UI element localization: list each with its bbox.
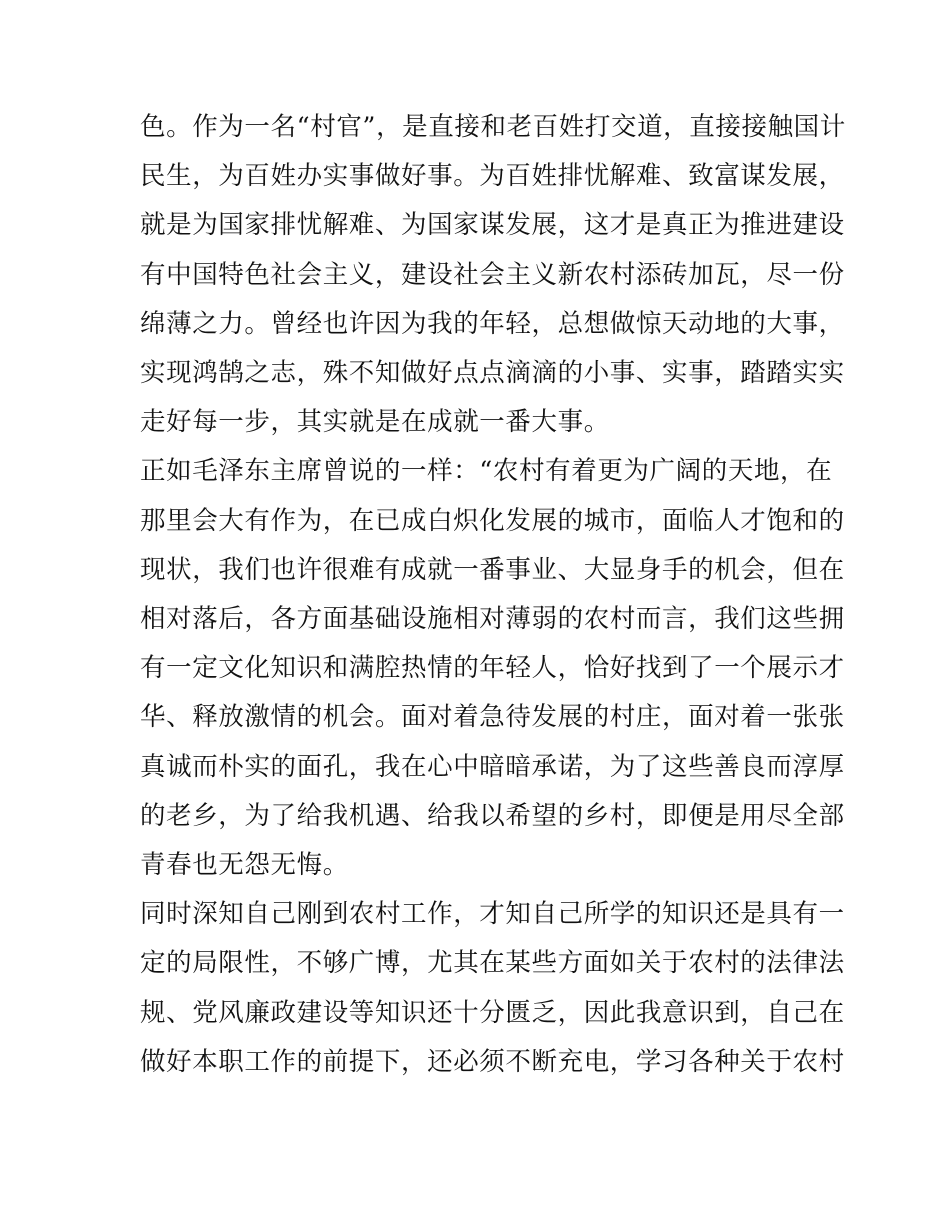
text-line: 正如毛泽东主席曾说的一样：“农村有着更为广阔的天地，在: [140, 456, 833, 487]
text-line: 实现鸿鹄之志，殊不知做好点点滴滴的小事、实事，踏踏实实: [140, 358, 845, 389]
paragraph-2: [140, 447, 845, 890]
text-line: 定的局限性，不够广博，尤其在某些方面如关于农村的法律法: [140, 948, 845, 979]
text-line: 同时深知自己刚到农村工作，才知自己所学的知识还是具有一: [140, 899, 845, 930]
text-line: 现状，我们也许很难有成就一番事业、大显身手的机会，但在: [140, 554, 845, 585]
text-line: 青春也无怨无悔。: [140, 850, 349, 881]
text-line: 有中国特色社会主义，建设社会主义新农村添砖加瓦，尽一份: [140, 259, 845, 290]
text-line: 真诚而朴实的面孔，我在心中暗暗承诺，为了这些善良而淳厚: [140, 751, 845, 782]
text-line: 民生，为百姓办实事做好事。为百姓排忧解难、致富谋发展，: [140, 161, 845, 192]
text-line: 那里会大有作为，在已成白炽化发展的城市，面临人才饱和的: [140, 505, 845, 536]
text-line: 华、释放激情的机会。面对着急待发展的村庄，面对着一张张: [140, 702, 845, 733]
paragraph-3: [140, 890, 845, 1087]
text-line: 色。作为一名“村官”，是直接和老百姓打交道，直接接触国计: [140, 112, 846, 142]
text-line: 就是为国家排忧解难、为国家谋发展，这才是真正为推进建设: [140, 210, 845, 241]
paragraph-1: [140, 103, 846, 447]
text-line: 的老乡，为了给我机遇、给我以希望的乡村，即便是用尽全部: [140, 800, 845, 831]
text-line: 相对落后，各方面基础设施相对薄弱的农村而言，我们这些拥: [140, 604, 845, 635]
text-line: 有一定文化知识和满腔热情的年轻人，恰好找到了一个展示才: [140, 653, 845, 684]
document-body: [140, 103, 846, 1087]
text-line: 绵薄之力。曾经也许因为我的年轻，总想做惊天动地的大事，: [140, 308, 845, 339]
text-line: 做好本职工作的前提下，还必须不断充电，学习各种关于农村: [140, 1046, 845, 1077]
text-line: 规、党风廉政建设等知识还十分匮乏，因此我意识到，自己在: [140, 997, 845, 1028]
text-line: 走好每一步，其实就是在成就一番大事。: [140, 407, 610, 438]
